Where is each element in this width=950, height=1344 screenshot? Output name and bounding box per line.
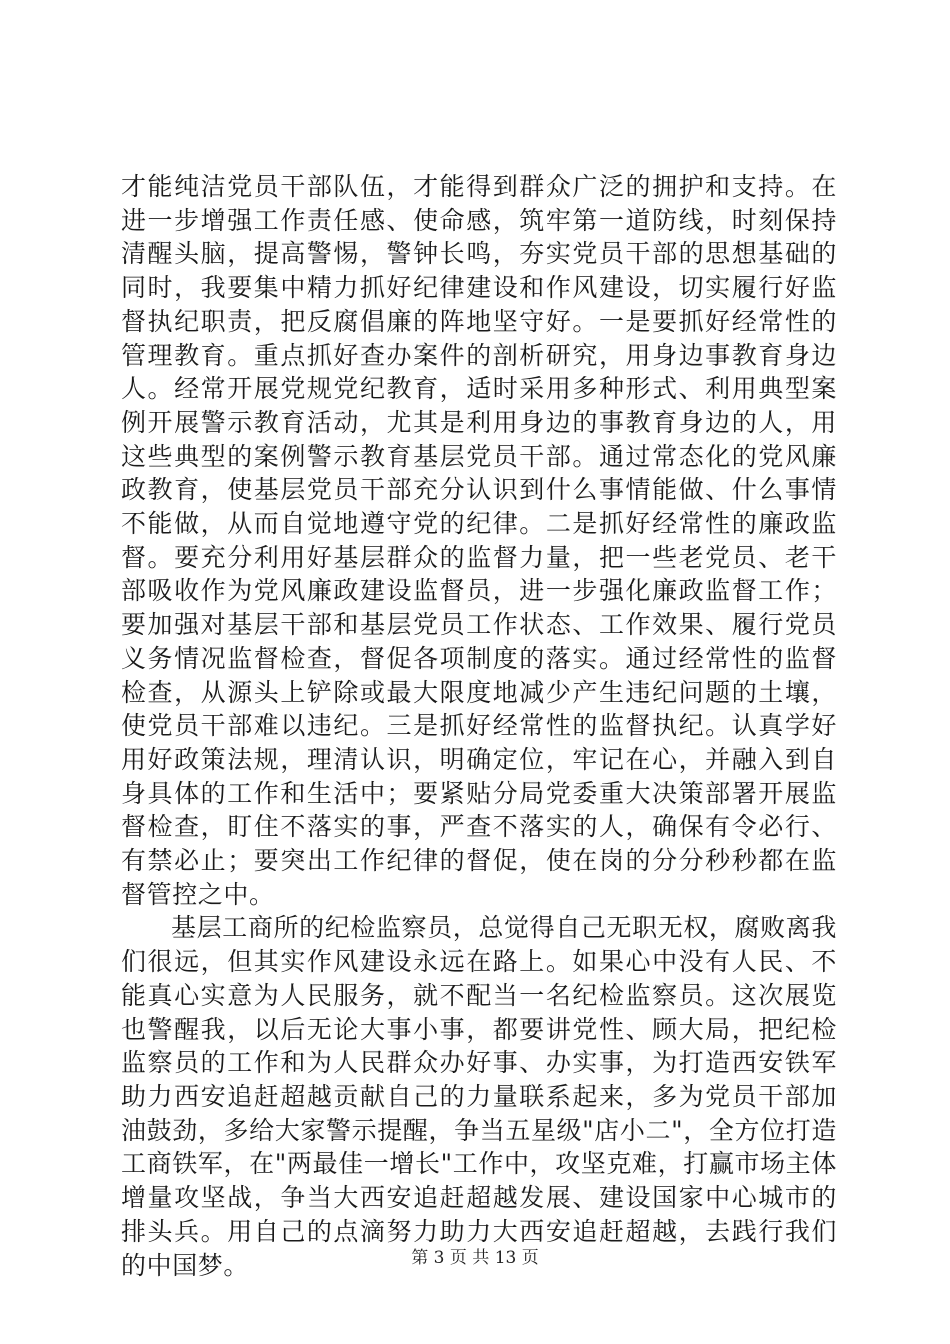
page-number-footer: 第 3 页 共 13 页 (411, 1248, 539, 1268)
document-body (121, 170, 837, 1282)
paragraph-2: 基层工商所的纪检监察员，总觉得自己无职无权，腐败离我们很远，但其实作风建设永远在路上。如果心中没有人民、不能真心实意为人民服务，就不配当一名纪检监察员。这次展览也警醒我，以后无论大事小事，都要讲党性、顾大局，把纪检监察员的工作和为人民群众办好事、办实事，为打造西安铁军助力西安追赶超越贡献自己的力量联系起来，多为党员干部加油鼓劲，多给大家警示提醒，争当五星级"店小二"，全方位打造工商铁军，在"两最佳一增长"工作中，攻坚克难，打赢市场主体增量攻坚战，争当大西安追赶超越发展、建设国家中心城市的排头兵。用自己的点滴努力助力大西安追赶超越，去践行我们的中国梦。 (121, 913, 837, 1280)
paragraph-1: 才能纯洁党员干部队伍，才能得到群众广泛的拥护和支持。在进一步增强工作责任感、使命感，筑牢第一道防线，时刻保持清醒头脑，提高警惕，警钟长鸣，夯实党员干部的思想基础的同时，我要集中精力抓好纪律建设和作风建设，切实履行好监督执纪职责，把反腐倡廉的阵地坚守好。一是要抓好经常性的管理教育。重点抓好查办案件的剖析研究，用身边事教育身边人。经常开展党规党纪教育，适时采用多种形式、利用典型案例开展警示教育活动，尤其是利用身边的事教育身边的人，用这些典型的案例警示教育基层党员干部。通过常态化的党风廉政教育，使基层党员干部充分认识到什么事情能做、什么事情不能做，从而自觉地遵守党的纪律。二是抓好经常性的廉政监督。要充分利用好基层群众的监督力量，把一些老党员、老干部吸收作为党风廉政建设监督员，进一步强化廉政监督工作；要加强对基层干部和基层党员工作状态、工作效果、履行党员义务情况监督检查，督促各项制度的落实。通过经常性的监督检查，从源头上铲除或最大限度地减少产生违纪问题的土壤，使党员干部难以违纪。三是抓好经常性的监督执纪。认真学好用好政策法规，理清认识，明确定位，牢记在心，并融入到自身具体的工作和生活中；要紧贴分局党委重大决策部署开展监督检查，盯住不落实的事，严查不落实的人，确保有令必行、有禁必止；要突出工作纪律的督促，使在岗的分分秒秒都在监督管控之中。 (121, 172, 837, 909)
